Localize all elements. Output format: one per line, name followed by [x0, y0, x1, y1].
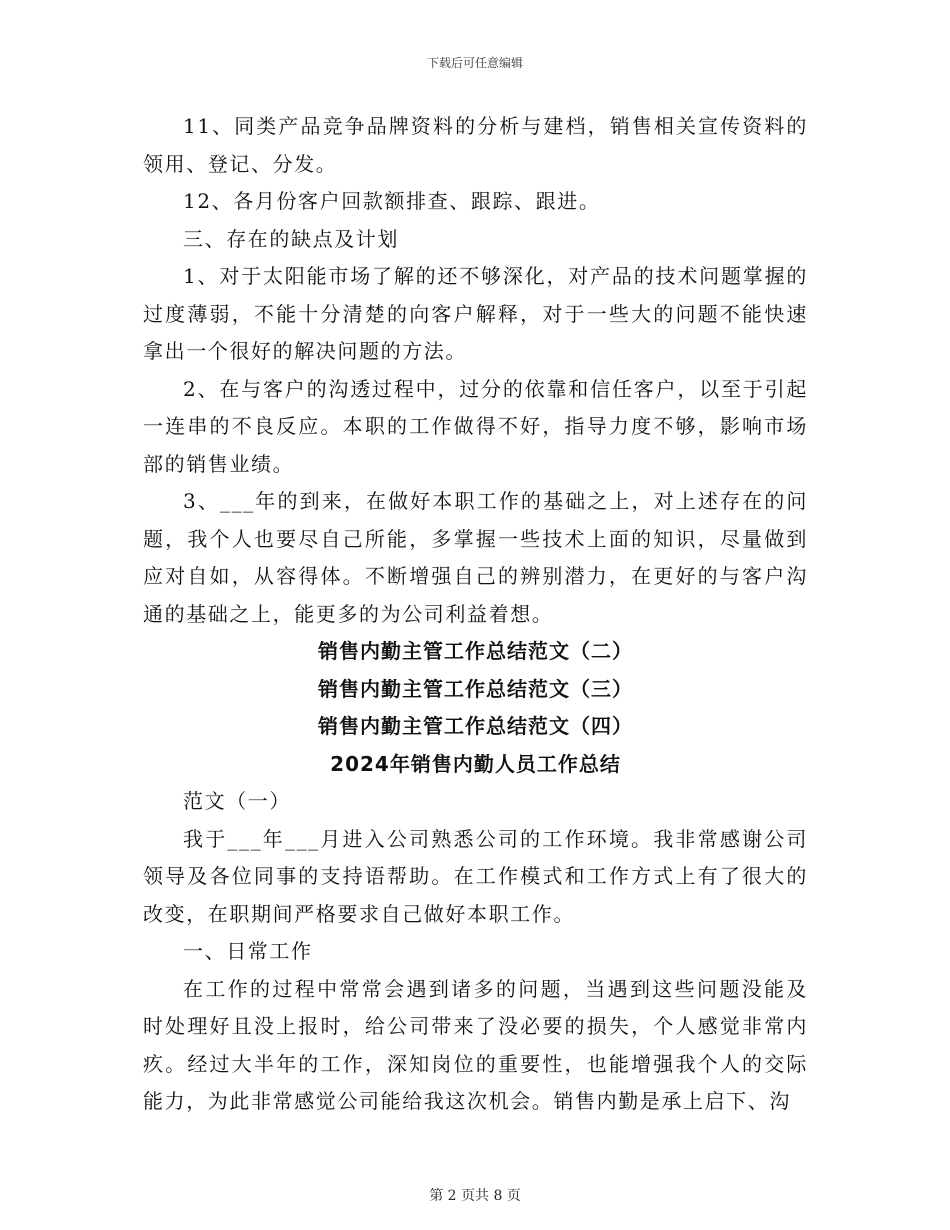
section-heading-shortcomings: 三、存在的缺点及计划: [183, 226, 399, 251]
section-heading-daily-work: 一、日常工作: [183, 939, 313, 963]
title-sample-4: 销售内勤主管工作总结范文（四）: [318, 714, 633, 738]
paragraph-intro: 我于___年___月进入公司熟悉公司的工作环境。我非常感谢公司领导及各位同事的支持语帮助。在工作模式和工作方式上有了很大的改变，在职期间严格要求自己做好本职工作。: [143, 826, 808, 926]
title-sample-2: 销售内勤主管工作总结范文（二）: [318, 639, 633, 663]
paragraph-item-12: 12、各月份客户回款额排查、跟踪、跟进。: [183, 189, 601, 213]
paragraph-daily-work: 在工作的过程中常常会遇到诸多的问题，当遇到这些问题没能及时处理好且没上报时，给公司带来了没必要的损失，个人感觉非常内疚。经过大半年的工作，深知岗位的重要性，也能增强我个人的交际能力，为此非常感觉公司能给我这次机会。销售内勤是承上启下、沟: [143, 976, 808, 1113]
paragraph-shortcoming-2: 2、在与客户的沟透过程中，过分的依靠和信任客户，以至于引起一连串的不良反应。本职的工作做得不好，指导力度不够，影响市场部的销售业绩。: [143, 376, 808, 476]
title-sample-3: 销售内勤主管工作总结范文（三）: [318, 676, 633, 701]
paragraph-shortcoming-1: 1、对于太阳能市场了解的还不够深化，对产品的技术问题掌握的过度薄弱，不能十分清楚的向客户解释，对于一些大的问题不能快速拿出一个很好的解决问题的方法。: [143, 264, 808, 363]
title-2024-summary: 2024年销售内勤人员工作总结: [330, 751, 621, 776]
page-number: 第 2 页共 8 页: [429, 1188, 521, 1204]
header-note: 下载后可任意编辑: [426, 56, 523, 70]
paragraph-shortcoming-3: 3、___年的到来，在做好本职工作的基础之上，对上述存在的问题，我个人也要尽自己所能，多掌握一些技术上面的知识，尽量做到应对自如，从容得体。不断增强自己的辨别潜力，在更好的与客户沟通的基础之上，能更多的为公司利益着想。: [143, 489, 808, 626]
sample-label: 范文（一）: [183, 789, 291, 813]
document-body: [143, 108, 808, 1121]
paragraph-item-11: 11、同类产品竞争品牌资料的分析与建档，销售相关宣传资料的领用、登记、分发。: [143, 114, 808, 176]
